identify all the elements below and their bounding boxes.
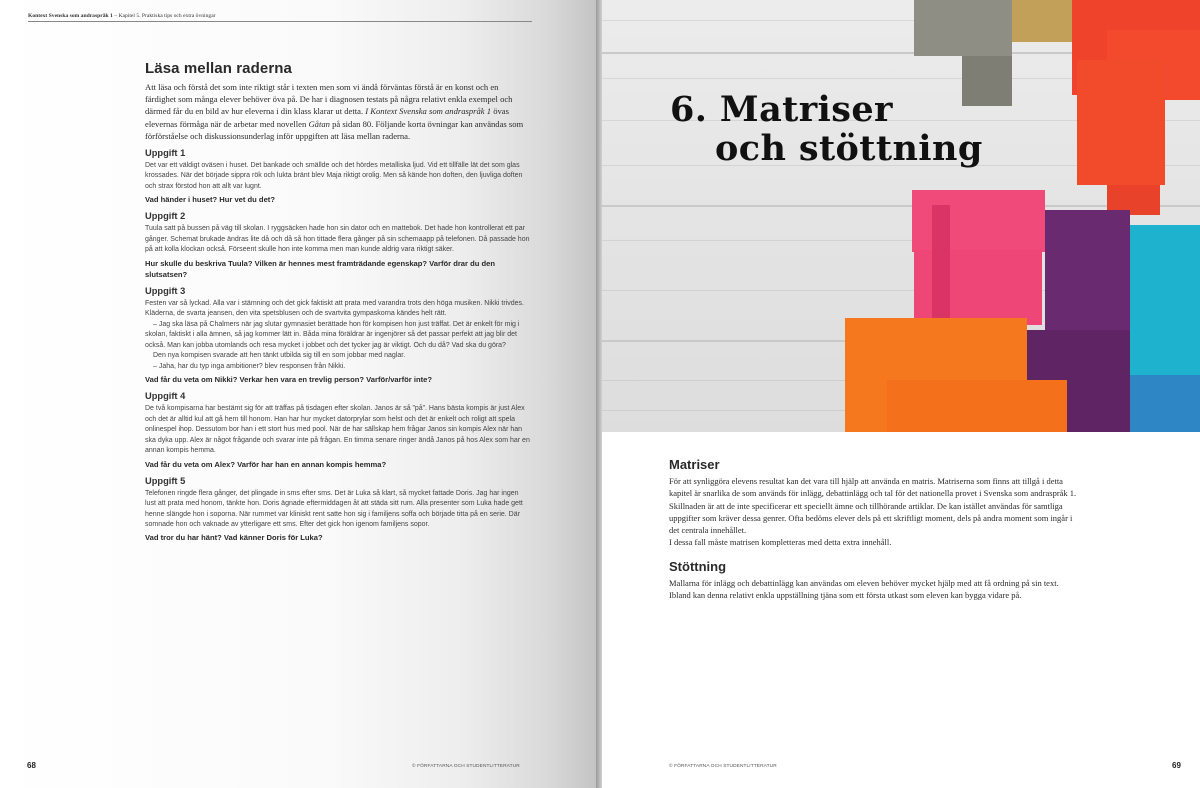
task-block xyxy=(145,476,530,544)
running-head-book: Kontext Svenska som andraspråk 1 xyxy=(28,13,113,19)
right-page xyxy=(602,0,1200,788)
task-block xyxy=(145,286,530,385)
task-text: – Jag ska läsa på Chalmers när jag slutar gymnasiet berättade hon för kompisen hon just träffat. Det är enkelt för mig i skolan, faktiskt i alla ämnen, så jag kommer lätt in. Båda mina föräldrar är ingenjörer så det passar perfekt att jag blir det också. Man kan jobba utomlands och resa mycket i jobbet och det tycker jag är viktigt. Och du då? Vad ska du göra? xyxy=(145,320,520,349)
copyright-left: © FÖRFATTARNA OCH STUDENTLITTERATUR xyxy=(412,764,520,769)
task-text: Det var ett väldigt oväsen i huset. Det bankade och smällde och det hördes metalliska ljud. Vid ett tillfälle lät det som glas krossades. När det började sippra rök och lukta bränt blev Maja riktigt orolig. Men så kände hon doften, den ljuvliga doften och strax förstod hon att allt var lugnt. xyxy=(145,162,523,190)
red-block xyxy=(1077,60,1165,185)
intro-text-3: på sidan 80. Följande korta övningar kan användas som förförståelse och diskussionsunderlag inför uppgiften att läsa mellan raderna. xyxy=(145,118,524,141)
task-heading: Uppgift 5 xyxy=(145,475,186,486)
cyan-block xyxy=(1130,225,1200,375)
copyright-right: © FÖRFATTARNA OCH STUDENTLITTERATUR xyxy=(669,764,777,769)
page-number-right: 69 xyxy=(1172,761,1181,770)
subsection-paragraph-end: I dessa fall måste matrisen kompletteras med detta extra innehåll. xyxy=(669,537,892,548)
subsection-heading: Matriser xyxy=(669,457,720,472)
task-text: Telefonen ringde flera gånger, det plingade in sms efter sms. Det är Luka så klart, så mycket fattade Doris. Jag har ingen lust att prata med honom, tänkte hon. Doris ägnade eftermiddagen åt att städa sitt rum. Alla presenter som Luka hade gett henne slängde hon i soporna. När rummet var kliniskt rent satte hon sig i familjens soffa och började titta på en serie. Där somnade hon och vaknade av ytterligare ett sms. Efter det gick hon igenom familjens sopor. xyxy=(145,489,523,528)
intro-text-2: övas elevernas förmåga när de arbetar med novellen xyxy=(145,106,509,129)
task-text: Festen var så lyckad. Alla var i stämning och det gick faktiskt att prata med varandra trots den höga musiken. Nikki trivdes. Kläderna, de svarta jeansen, den vita spetsblusen och de svartvita gympaskorna kändes helt rätt. xyxy=(145,300,524,318)
task-heading: Uppgift 4 xyxy=(145,391,186,402)
left-column xyxy=(145,60,530,544)
chapter-title-line-1: 6. Matriser xyxy=(670,89,893,130)
task-block xyxy=(145,148,530,205)
intro-book-title: I Kontext Svenska som andraspråk 1 xyxy=(365,106,492,117)
task-question: Vad tror du har hänt? Vad känner Doris för Luka? xyxy=(145,533,323,543)
task-heading: Uppgift 2 xyxy=(145,211,186,222)
subsection-heading: Stöttning xyxy=(669,558,727,574)
task-heading: Uppgift 1 xyxy=(145,148,186,159)
task-text: Den nya kompisen svarade att hen tänkt utbilda sig till en som jobbar med naglar. xyxy=(153,352,406,360)
task-text: – Jaha, har du typ inga ambitioner? blev responsen från Nikki. xyxy=(153,362,346,370)
blue-block xyxy=(1130,375,1200,432)
task-question: Vad får du veta om Nikki? Verkar hen vara en trevlig person? Varför/varför inte? xyxy=(145,375,432,385)
subsection-text xyxy=(669,475,1079,549)
task-question: Vad händer i huset? Hur vet du det? xyxy=(145,195,275,205)
pink-block-shade xyxy=(932,205,950,325)
running-head-chapter: – Kapitel 5. Praktiska tips och extra övningar xyxy=(112,13,216,19)
task-block xyxy=(145,211,530,280)
page-number-left: 68 xyxy=(27,761,36,770)
task-text: Tuula satt på bussen på väg till skolan. I ryggsäcken hade hon sin dator och en mattebok. Det hade hon kontrollerat ett par gånger. Schemat brukade ändras lite då och då så hon tittade flera gånger på sin schemaapp på telefonen. Då passade hon på att kolla klockan också. Förseent skulle hon inte komma men man kunde aldrig vara riktigt säker. xyxy=(145,225,530,254)
chapter-title-line-2: och stöttning xyxy=(715,128,983,169)
task-question: Vad får du veta om Alex? Varför har han en annan kompis hemma? xyxy=(145,459,387,469)
ochre-block xyxy=(1012,0,1072,42)
task-text: De två kompisarna har bestämt sig för att träffas på tisdagen efter skolan. Janos är så ”på”. Hans bästa kompis är just Alex och det är alltid kul att gå hem till honom. Han har hur mycket datorprylar som helst och det är enkelt och roligt att spela onlinespel ihop. Dessutom bor han i ett stort hus med pool. När de har sällskap hem frågar Janos sin kompis Alex när han ska dyka upp. Alex är något frågande och svarar inte på frågan. En timma senare ringer ändå Janos på hos Alex som har en annan kompis hemma. xyxy=(145,405,530,455)
gray-block xyxy=(914,0,1012,56)
chapter-title xyxy=(670,90,983,168)
section-heading: Läsa mellan raderna xyxy=(145,60,292,77)
right-column xyxy=(669,457,1079,611)
intro-paragraph xyxy=(145,81,530,142)
intro-text-1: Att läsa och förstå det som inte riktigt står i texten men som vi ändå förväntas förstå är en konst och en färdighet som många elever behöver öva på. De har i diagnosen testats på några relativt enkla exempel och därmed får du en bild av hur eleverna i din klass klarar ut detta. xyxy=(145,82,513,117)
colorful-wooden-blocks-photo xyxy=(602,0,1200,432)
left-page xyxy=(0,0,596,788)
intro-novel-title: Gåtan xyxy=(308,118,330,129)
task-question: Hur skulle du beskriva Tuula? Vilken är hennes mest framträdande egenskap? Varför drar du den slutsatsen? xyxy=(145,258,495,279)
subsection-paragraph: För att synliggöra elevens resultat kan det vara till hjälp att använda en matris. Matriserna som finns att tillgå i detta kapitel är snarlika de som används för inlägg, debattinlägg och tal för det nationella provet i Svenska som andraspråk 1. Skillnaden är att de inte specificerar ett speciellt ämne och tillhörande artiklar. De kan istället användas för samtliga uppgifter som kräver dessa genrer. Ofta bedöms elever dels på ett skriftligt moment, dels på andra moment som ingår i det centrala innehållet. xyxy=(669,476,1077,536)
subsection-text: Mallarna för inlägg och debattinlägg kan användas om eleven behöver mycket hjälp med att få ordning på sin text. Ibland kan denna relativt enkla uppställning tjäna som ett första utkast som eleven kan bygga vidare på. xyxy=(669,577,1059,601)
orange-block xyxy=(887,380,1067,432)
running-head xyxy=(28,13,532,22)
task-heading: Uppgift 3 xyxy=(145,286,186,297)
task-block xyxy=(145,391,530,469)
